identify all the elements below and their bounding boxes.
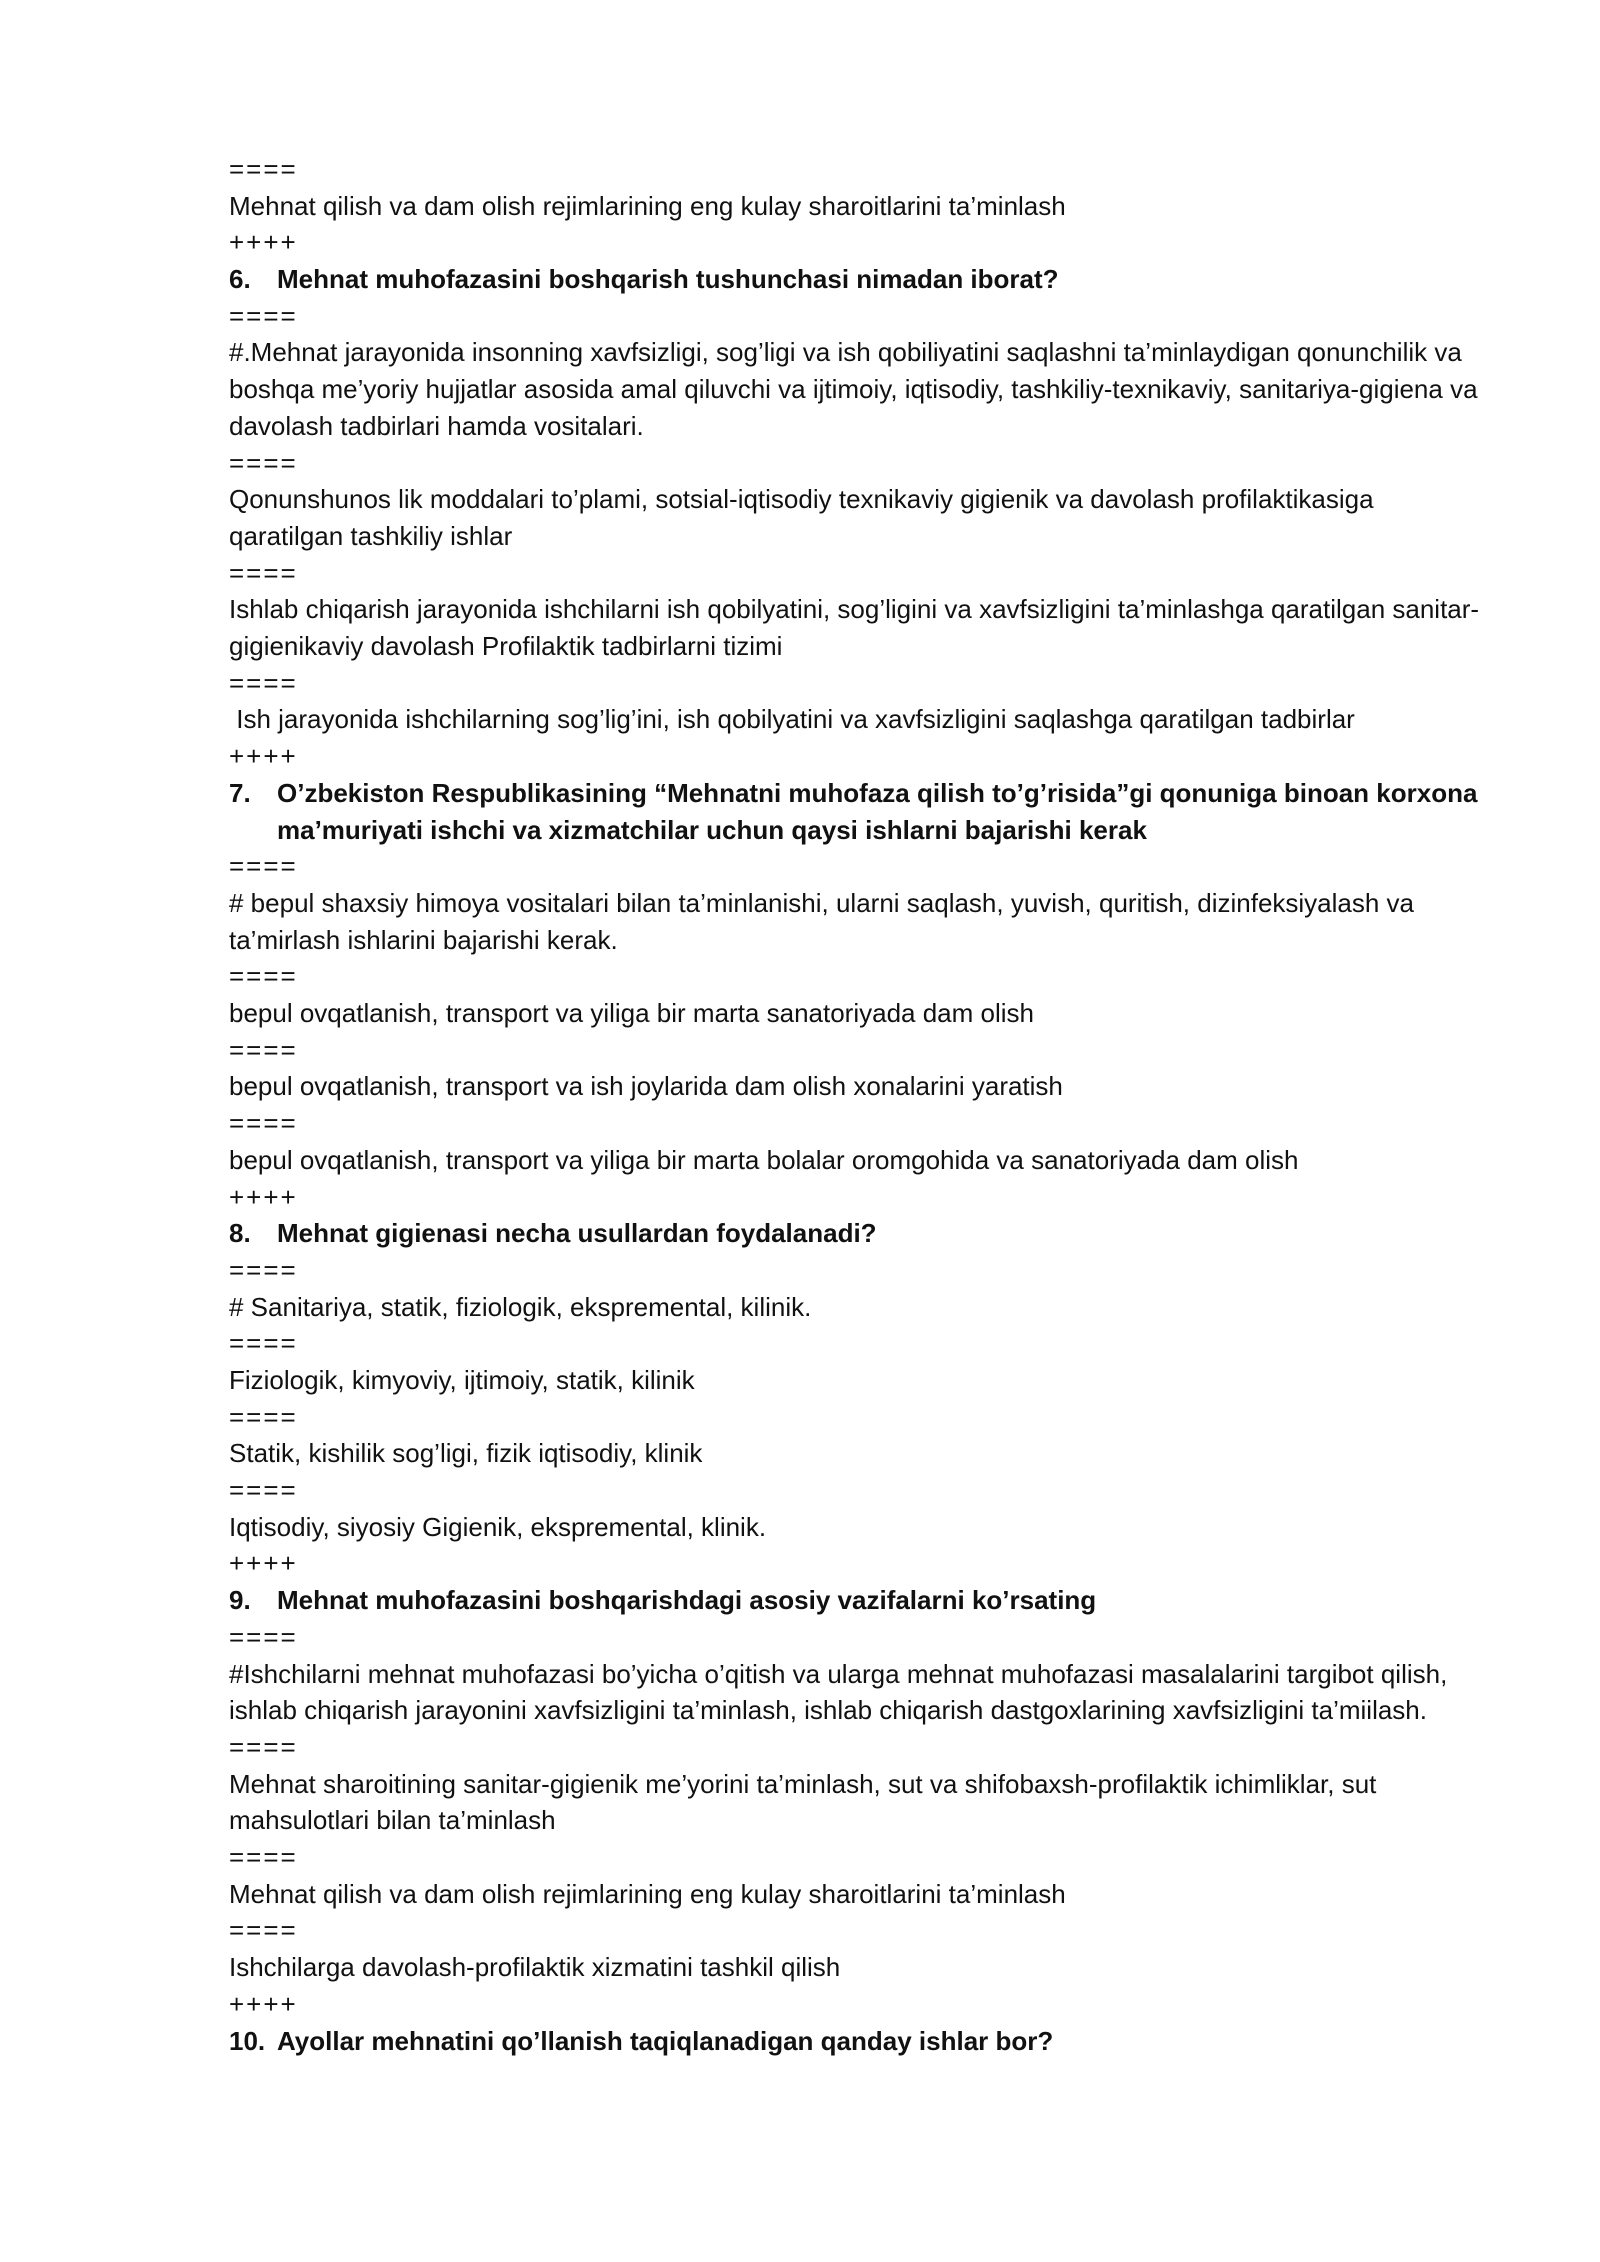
answer-option: # Sanitariya, statik, fiziologik, ekspremental, kilinik. (229, 1291, 812, 1322)
answer-separator: ==== (229, 667, 298, 698)
answer-separator: ==== (229, 557, 298, 588)
question-text: Ayollar mehnatini qo’llanish taqiqlanadigan qanday ishlar bor? (277, 2025, 1054, 2056)
answer-option: Ish jarayonida ishchilarning sog’lig’ini, ish qobilyatini va xavfsizligini saqlashga qaratilgan tadbirlar (229, 704, 1355, 735)
answer-separator: ==== (229, 154, 298, 184)
answer-option: Ishlab chiqarish jarayonida ishchilarni ish qobilyatini, sog’ligini va xavfsizligini ta’minlashga qaratilgan sanitar-gigienikaviy davolash Profilaktik tadbirlarni tizimi (229, 594, 1480, 662)
answer-separator: ==== (229, 851, 298, 882)
question-heading (229, 1582, 1491, 1619)
answer-separator: ==== (229, 1034, 298, 1065)
answer-option: Ishchilarga davolash-profilaktik xizmatini tashkil qilish (229, 1952, 841, 1983)
answer-option: Mehnat qilish va dam olish rejimlarining eng kulay sharoitlarini ta’minlash (229, 1878, 1066, 1909)
answer-separator: ==== (229, 1475, 298, 1506)
answer-separator: ==== (229, 1108, 298, 1139)
question-number: 7. (229, 777, 251, 808)
answer-option: bepul ovqatlanish, transport va yiliga bir marta bolalar oromgohida va sanatoriyada dam olish (229, 1144, 1299, 1175)
question-separator: ++++ (229, 1548, 298, 1579)
question-number: 9. (229, 1585, 251, 1616)
question-text: O’zbekiston Respublikasining “Mehnatni muhofaza qilish to’g’risida”gi qonuniga binoan korxona ma’muriyati ishchi va xizmatchilar uchun qaysi ishlarni bajarishi kerak (277, 777, 1478, 845)
answer-separator: ==== (229, 1328, 298, 1359)
question-separator: ++++ (229, 1181, 298, 1212)
answer-option: bepul ovqatlanish, transport va yiliga bir marta sanatoriyada dam olish (229, 998, 1034, 1029)
answer-option: Mehnat sharoitining sanitar-gigienik me’yorini ta’minlash, sut va shifobaxsh-profilaktik ichimliklar, sut mahsulotlari bilan ta’minlash (229, 1768, 1377, 1836)
answer-separator: ==== (229, 1842, 298, 1873)
question-text: Mehnat muhofazasini boshqarishdagi asosiy vazifalarni ko’rsating (277, 1585, 1097, 1616)
answer-separator: ==== (229, 1915, 298, 1946)
answer-option: # bepul shaxsiy himoya vositalari bilan ta’minlanishi, ularni saqlash, yuvish, quritish, dizinfeksiyalash va ta’mirlash ishlarini bajarishi kerak. (229, 887, 1415, 955)
question-number: 10. (229, 2025, 266, 2056)
answer-option: Qonunshunos lik moddalari to’plami, sotsial-iqtisodiy texnikaviy gigienik va davolash profilaktikasiga qaratilgan tashkiliy ishlar (229, 484, 1374, 551)
question-heading (229, 775, 1491, 848)
answer-option: Statik, kishilik sog’ligi, fizik iqtisodiy, klinik (229, 1438, 703, 1469)
answer-option: #.Mehnat jarayonida insonning xavfsizligi, sog’ligi va ish qobiliyatini saqlashni ta’minlaydigan qonunchilik va boshqa me’yoriy hujjatlar asosida amal qiluvchi va ijtimoiy, iqtisodiy, tashkiliy-texnikaviy, sanitariya-gigiena va davolash tadbirlari hamda vositalari. (229, 337, 1478, 441)
answer-option: #Ishchilarni mehnat muhofazasi bo’yicha o’qitish va ularga mehnat muhofazasi masalalarini targibot qilish, ishlab chiqarish jarayonini xavfsizligini ta’minlash, ishlab chiqarish dastgoxlarining xavfsizligini ta’miilash. (229, 1658, 1448, 1726)
document-content (229, 151, 1491, 2059)
answer-separator: ==== (229, 961, 298, 992)
answer-option: Fiziologik, kimyoviy, ijtimoiy, statik, kilinik (229, 1364, 695, 1395)
question-heading (229, 1215, 1491, 1252)
question-heading (229, 261, 1491, 298)
answer-separator: ==== (229, 1254, 298, 1285)
answer-separator: ==== (229, 447, 298, 478)
question-separator: ++++ (229, 227, 298, 258)
question-text: Mehnat muhofazasini boshqarish tushunchasi nimadan iborat? (277, 264, 1059, 295)
answer-separator: ==== (229, 1621, 298, 1652)
question-text: Mehnat gigienasi necha usullardan foydalanadi? (277, 1218, 877, 1249)
answer-option: Mehnat qilish va dam olish rejimlarining eng kulay sharoitlarini ta’minlash (229, 190, 1066, 221)
question-separator: ++++ (229, 1988, 298, 2019)
answer-separator: ==== (229, 1401, 298, 1432)
answer-option: Iqtisodiy, siyosiy Gigienik, ekspremental, klinik. (229, 1511, 767, 1542)
question-number: 8. (229, 1218, 251, 1249)
question-number: 6. (229, 264, 251, 295)
question-heading (229, 2023, 1491, 2060)
question-separator: ++++ (229, 741, 298, 772)
answer-option: bepul ovqatlanish, transport va ish joylarida dam olish xonalarini yaratish (229, 1071, 1063, 1102)
answer-separator: ==== (229, 1731, 298, 1762)
answer-separator: ==== (229, 300, 298, 331)
